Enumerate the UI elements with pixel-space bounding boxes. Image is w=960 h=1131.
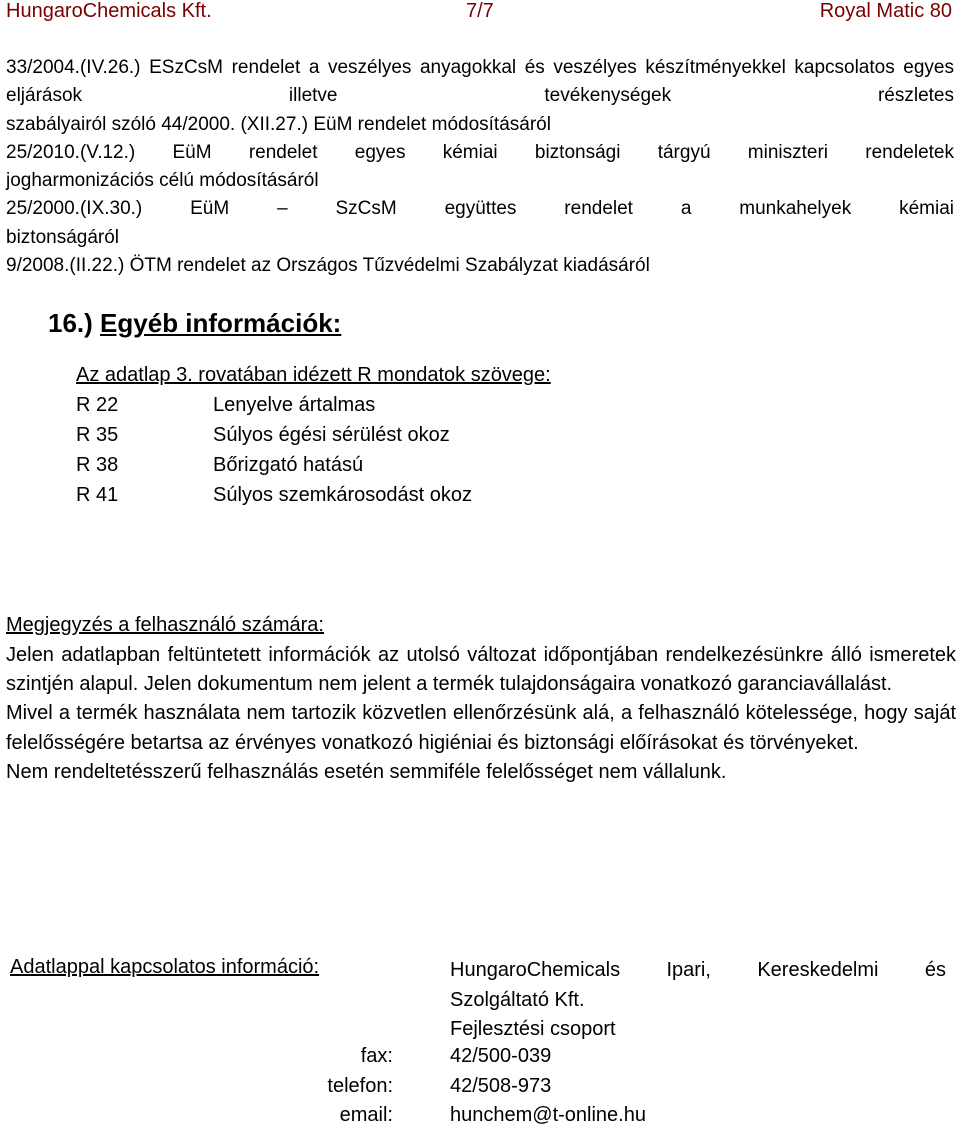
regulation-item: 25/2010.(V.12.) EüM rendelet egyes kémiai biztonsági tárgyú miniszteri rendeletek jogharmonizációs célú módosításáról [6, 141, 954, 192]
user-note-title: Megjegyzés a felhasználó számára: [6, 614, 324, 636]
r-phrase-code: R 41 [76, 484, 119, 506]
company-name-line1: HungaroChemicals Ipari, Kereskedelmi és [450, 959, 946, 981]
user-note-body [6, 641, 956, 787]
note-paragraph: Jelen adatlapban feltüntetett információk az utolsó változat időpontjában rendelkezésünkre álló ismeretek szintjén alapul. Jelen dokumentum nem jelent a termék tulajdonságaira vonatkozó garanciavállalást. [6, 644, 956, 696]
r-phrase-row [76, 450, 472, 480]
r-phrase-text: Lenyelve ártalmas [213, 394, 376, 416]
contact-email-row [250, 1101, 646, 1131]
contact-phone-label: telefon: [327, 1074, 393, 1097]
contact-email-label: email: [339, 1104, 393, 1126]
contact-email-value: hunchem@t-online.hu [450, 1104, 646, 1126]
r-phrase-text: Súlyos égési sérülést okoz [213, 424, 450, 446]
section-heading [48, 308, 341, 339]
note-paragraph: Mivel a termék használata nem tartozik közvetlen ellenőrzésünk alá, a felhasználó kötelessége, hogy saját felelősségére betartsa az érvényes vonatkozó higiéniai és biztonsági előírásokat és törvényeket. [6, 702, 956, 754]
r-phrase-text: Bőrizgató hatású [213, 454, 364, 476]
section-title: Egyéb információk: [100, 308, 342, 338]
contact-fax-label: fax: [360, 1045, 393, 1067]
contact-phone-value: 42/508-973 [450, 1074, 552, 1097]
contact-phone-row [250, 1072, 646, 1102]
header-company: HungaroChemicals Kft. [6, 0, 212, 22]
contact-label: Adatlappal kapcsolatos információ: [10, 956, 320, 978]
regulation-item: 25/2000.(IX.30.) EüM – SzCsM együttes rendelet a munkahelyek kémiai biztonságáról [6, 198, 954, 248]
contact-company [450, 956, 946, 1045]
r-phrase-row [76, 420, 472, 450]
company-name-line2: Szolgáltató Kft. [450, 988, 585, 1011]
regulation-item: 9/2008.(II.22.) ÖTM rendelet az Országos Tűzvédelmi Szabályzat kiadásáról [6, 255, 650, 277]
r-phrases-list [76, 390, 472, 510]
company-department: Fejlesztési csoport [450, 1018, 616, 1040]
r-phrases-intro: Az adatlap 3. rovatában idézett R mondatok szövege: [76, 364, 551, 386]
r-phrase-text: Súlyos szemkárosodást okoz [213, 484, 473, 506]
page-header [6, 0, 952, 26]
header-product: Royal Matic 80 [819, 0, 952, 22]
note-paragraph: Nem rendeltetésszerű felhasználás esetén semmiféle felelősséget nem vállalunk. [6, 760, 727, 783]
r-phrase-row [76, 390, 472, 420]
contact-fax-value: 42/500-039 [450, 1045, 552, 1067]
regulation-item: 33/2004.(IV.26.) ESzCsM rendelet a veszélyes anyagokkal és veszélyes készítményekkel kapcsolatos egyes eljárások illetve tevékenységek részletes szabályairól szóló 44/2000. (XII.27.) EüM rendelet módosításáról [6, 57, 954, 135]
header-page-number: 7/7 [466, 0, 494, 22]
contact-fax-row [250, 1042, 646, 1072]
contact-details [250, 1042, 646, 1131]
r-phrase-code: R 22 [76, 394, 119, 416]
r-phrase-code: R 35 [76, 424, 119, 446]
regulation-list [6, 54, 954, 280]
section-number: 16.) [48, 308, 93, 338]
r-phrase-code: R 38 [76, 454, 119, 476]
r-phrase-row [76, 480, 472, 510]
